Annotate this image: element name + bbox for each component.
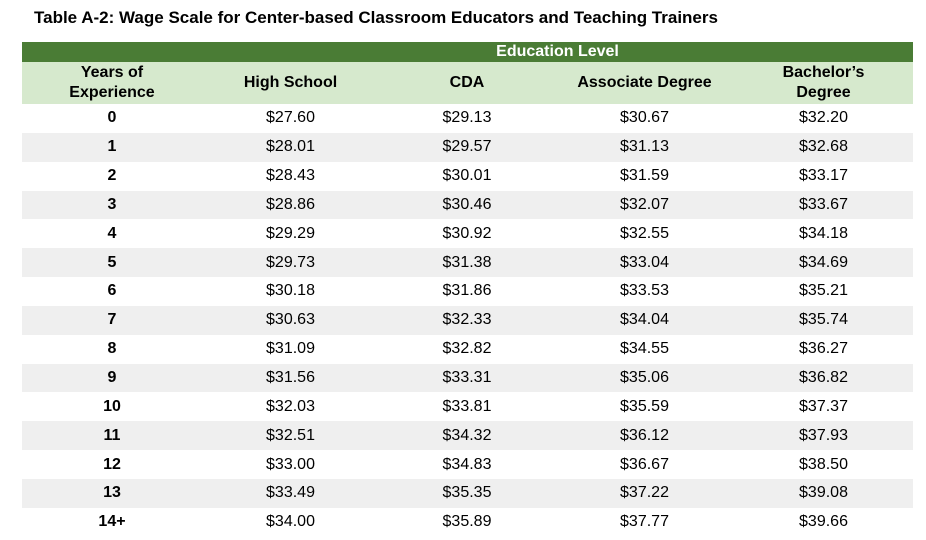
table-row [22, 277, 913, 306]
cell-high-school: $27.60 [202, 104, 379, 133]
cell-cda: $32.82 [379, 335, 555, 364]
cell-bachelors-degree: $35.74 [734, 306, 913, 335]
cell-cda: $32.33 [379, 306, 555, 335]
cell-high-school: $32.51 [202, 421, 379, 450]
cell-cda: $34.32 [379, 421, 555, 450]
cell-cda: $30.92 [379, 219, 555, 248]
cell-cda: $33.81 [379, 392, 555, 421]
cell-bachelors-degree: $33.17 [734, 162, 913, 191]
cell-associate-degree: $35.06 [555, 364, 734, 393]
cell-associate-degree: $31.13 [555, 133, 734, 162]
cell-associate-degree: $31.59 [555, 162, 734, 191]
table-row [22, 162, 913, 191]
cell-high-school: $29.29 [202, 219, 379, 248]
cell-years: 9 [22, 364, 202, 393]
cell-years: 5 [22, 248, 202, 277]
cell-years: 4 [22, 219, 202, 248]
education-level-header: Education Level [202, 42, 913, 62]
cell-associate-degree: $37.22 [555, 479, 734, 508]
table-row [22, 219, 913, 248]
table-row [22, 479, 913, 508]
cell-associate-degree: $30.67 [555, 104, 734, 133]
cell-cda: $31.38 [379, 248, 555, 277]
cell-cda: $33.31 [379, 364, 555, 393]
cell-cda: $35.35 [379, 479, 555, 508]
cell-high-school: $30.18 [202, 277, 379, 306]
cell-bachelors-degree: $37.93 [734, 421, 913, 450]
cell-associate-degree: $33.53 [555, 277, 734, 306]
cell-high-school: $33.00 [202, 450, 379, 479]
group-header-spacer [22, 42, 202, 62]
cell-bachelors-degree: $36.82 [734, 364, 913, 393]
header-bachelors-degree: Bachelor’s Degree [734, 62, 913, 104]
cell-cda: $34.83 [379, 450, 555, 479]
cell-high-school: $29.73 [202, 248, 379, 277]
cell-years: 12 [22, 450, 202, 479]
cell-cda: $29.57 [379, 133, 555, 162]
table-row [22, 450, 913, 479]
cell-years: 11 [22, 421, 202, 450]
cell-bachelors-degree: $39.66 [734, 508, 913, 537]
cell-bachelors-degree: $32.68 [734, 133, 913, 162]
table-body [22, 104, 913, 537]
header-associate-degree: Associate Degree [555, 62, 734, 104]
cell-high-school: $31.56 [202, 364, 379, 393]
table-row [22, 364, 913, 393]
cell-associate-degree: $35.59 [555, 392, 734, 421]
cell-high-school: $28.43 [202, 162, 379, 191]
table-row [22, 104, 913, 133]
table-title: Table A-2: Wage Scale for Center-based Classroom Educators and Teaching Trainers [34, 8, 718, 27]
cell-bachelors-degree: $32.20 [734, 104, 913, 133]
cell-bachelors-degree: $34.69 [734, 248, 913, 277]
header-high-school: High School [202, 62, 379, 104]
cell-years: 1 [22, 133, 202, 162]
cell-years: 13 [22, 479, 202, 508]
table-row [22, 335, 913, 364]
header-years-of-experience: Years of Experience [22, 62, 202, 104]
cell-high-school: $31.09 [202, 335, 379, 364]
header-cda: CDA [379, 62, 555, 104]
cell-high-school: $28.01 [202, 133, 379, 162]
cell-associate-degree: $32.55 [555, 219, 734, 248]
table-row [22, 508, 913, 537]
cell-bachelors-degree: $39.08 [734, 479, 913, 508]
cell-associate-degree: $33.04 [555, 248, 734, 277]
cell-bachelors-degree: $33.67 [734, 191, 913, 220]
table-row [22, 133, 913, 162]
cell-years: 10 [22, 392, 202, 421]
cell-bachelors-degree: $38.50 [734, 450, 913, 479]
wage-scale-table [22, 42, 913, 537]
cell-cda: $29.13 [379, 104, 555, 133]
cell-bachelors-degree: $35.21 [734, 277, 913, 306]
table-row [22, 421, 913, 450]
cell-high-school: $32.03 [202, 392, 379, 421]
cell-years: 7 [22, 306, 202, 335]
cell-bachelors-degree: $37.37 [734, 392, 913, 421]
cell-high-school: $30.63 [202, 306, 379, 335]
cell-cda: $30.46 [379, 191, 555, 220]
cell-years: 3 [22, 191, 202, 220]
table-row [22, 392, 913, 421]
cell-years: 14+ [22, 508, 202, 537]
column-header-row [22, 62, 913, 104]
cell-associate-degree: $37.77 [555, 508, 734, 537]
cell-associate-degree: $34.55 [555, 335, 734, 364]
cell-cda: $30.01 [379, 162, 555, 191]
cell-cda: $31.86 [379, 277, 555, 306]
cell-years: 0 [22, 104, 202, 133]
cell-high-school: $34.00 [202, 508, 379, 537]
cell-years: 8 [22, 335, 202, 364]
cell-cda: $35.89 [379, 508, 555, 537]
cell-high-school: $28.86 [202, 191, 379, 220]
table-row [22, 248, 913, 277]
cell-associate-degree: $36.12 [555, 421, 734, 450]
cell-associate-degree: $34.04 [555, 306, 734, 335]
cell-high-school: $33.49 [202, 479, 379, 508]
cell-bachelors-degree: $34.18 [734, 219, 913, 248]
table-row [22, 306, 913, 335]
group-header-row [22, 42, 913, 62]
cell-associate-degree: $36.67 [555, 450, 734, 479]
table-row [22, 191, 913, 220]
cell-years: 6 [22, 277, 202, 306]
cell-bachelors-degree: $36.27 [734, 335, 913, 364]
cell-associate-degree: $32.07 [555, 191, 734, 220]
cell-years: 2 [22, 162, 202, 191]
